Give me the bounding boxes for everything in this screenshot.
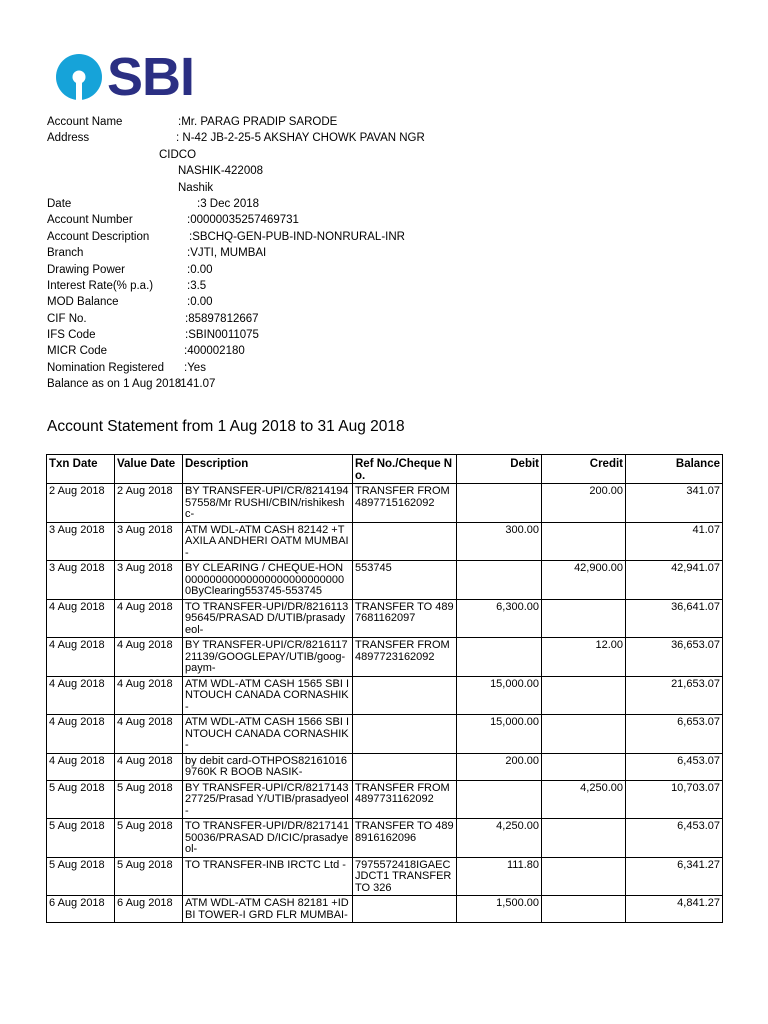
cell-description: ATM WDL-ATM CASH 82142 +TAXILA ANDHERI OATM MUMBAI-: [183, 522, 353, 561]
sbi-keyhole-icon: [55, 53, 103, 101]
cell-value-date: 2 Aug 2018: [115, 484, 183, 523]
cell-value-date: 5 Aug 2018: [115, 780, 183, 819]
cell-txn-date: 4 Aug 2018: [47, 638, 115, 677]
cell-balance: 6,653.07: [626, 715, 723, 754]
statement-title: Account Statement from 1 Aug 2018 to 31 Aug 2018: [47, 418, 405, 435]
cell-debit: 1,500.00: [457, 896, 542, 923]
header-txn-date: Txn Date: [47, 455, 115, 484]
account-info-label: Interest Rate(% p.a.): [47, 279, 154, 292]
account-info-value: CIDCO: [159, 148, 197, 161]
cell-value-date: 4 Aug 2018: [115, 599, 183, 638]
cell-description: BY TRANSFER-UPI/CR/821714327725/Prasad Y/UTIB/prasadyeol-: [183, 780, 353, 819]
account-info-label: Balance as on 1 Aug 2018: [47, 378, 182, 391]
cell-txn-date: 4 Aug 2018: [47, 715, 115, 754]
table-row: [47, 676, 723, 715]
cell-description: ATM WDL-ATM CASH 1565 SBI INTOUCH CANADA CORNASHIK-: [183, 676, 353, 715]
cell-credit: [542, 753, 626, 780]
account-info-value: :0.00: [187, 296, 213, 309]
cell-txn-date: 4 Aug 2018: [47, 753, 115, 780]
cell-credit: [542, 599, 626, 638]
account-info-value: :3 Dec 2018: [197, 197, 260, 210]
cell-value-date: 6 Aug 2018: [115, 896, 183, 923]
cell-debit: 300.00: [457, 522, 542, 561]
cell-ref-no: TRANSFER TO 4898916162096: [353, 819, 457, 858]
cell-ref-no: [353, 715, 457, 754]
account-info-value: :VJTI, MUMBAI: [187, 247, 267, 260]
cell-description: TO TRANSFER-UPI/DR/821611395645/PRASAD D/UTIB/prasadyeol-: [183, 599, 353, 638]
cell-credit: 12.00: [542, 638, 626, 677]
header-credit: Credit: [542, 455, 626, 484]
account-info-value: :Yes: [184, 361, 206, 374]
cell-ref-no: TRANSFER TO 4897681162097: [353, 599, 457, 638]
cell-ref-no: TRANSFER FROM 4897715162092: [353, 484, 457, 523]
account-info-value: NASHIK-422008: [178, 165, 264, 178]
account-info-value: :85897812667: [185, 312, 259, 325]
cell-ref-no: 7975572418IGAECJDCT1 TRANSFER TO 326: [353, 857, 457, 896]
cell-description: TO TRANSFER-UPI/DR/821714150036/PRASAD D/ICIC/prasadyeol-: [183, 819, 353, 858]
cell-debit: [457, 638, 542, 677]
cell-description: ATM WDL-ATM CASH 1566 SBI INTOUCH CANADA CORNASHIK-: [183, 715, 353, 754]
cell-ref-no: TRANSFER FROM 4897723162092: [353, 638, 457, 677]
cell-balance: 10,703.07: [626, 780, 723, 819]
cell-credit: [542, 819, 626, 858]
account-info-label: Branch: [47, 247, 84, 260]
sbi-logo-text: SBI: [107, 47, 195, 107]
account-info-value: Nashik: [178, 181, 214, 194]
cell-value-date: 5 Aug 2018: [115, 819, 183, 858]
cell-txn-date: 3 Aug 2018: [47, 522, 115, 561]
cell-balance: 4,841.27: [626, 896, 723, 923]
account-info-label: CIF No.: [47, 312, 87, 325]
cell-txn-date: 6 Aug 2018: [47, 896, 115, 923]
cell-credit: 200.00: [542, 484, 626, 523]
header-description: Description: [183, 455, 353, 484]
cell-credit: [542, 676, 626, 715]
cell-value-date: 3 Aug 2018: [115, 561, 183, 600]
table-row: [47, 896, 723, 923]
cell-balance: 6,341.27: [626, 857, 723, 896]
cell-balance: 341.07: [626, 484, 723, 523]
cell-credit: [542, 715, 626, 754]
cell-value-date: 4 Aug 2018: [115, 753, 183, 780]
account-info-label: MICR Code: [47, 345, 108, 358]
cell-debit: 15,000.00: [457, 676, 542, 715]
table-row: [47, 819, 723, 858]
cell-txn-date: 5 Aug 2018: [47, 819, 115, 858]
table-row: [47, 522, 723, 561]
account-info-value: :3.5: [187, 279, 207, 292]
account-info-label: Account Number: [47, 214, 133, 227]
cell-credit: [542, 522, 626, 561]
header-balance: Balance: [626, 455, 723, 484]
cell-txn-date: 4 Aug 2018: [47, 676, 115, 715]
cell-txn-date: 2 Aug 2018: [47, 484, 115, 523]
cell-value-date: 4 Aug 2018: [115, 638, 183, 677]
header-debit: Debit: [457, 455, 542, 484]
cell-debit: 4,250.00: [457, 819, 542, 858]
cell-value-date: 4 Aug 2018: [115, 715, 183, 754]
cell-credit: 4,250.00: [542, 780, 626, 819]
cell-ref-no: [353, 753, 457, 780]
cell-txn-date: 5 Aug 2018: [47, 780, 115, 819]
table-row: [47, 857, 723, 896]
table-row: [47, 715, 723, 754]
cell-description: BY CLEARING / CHEQUE-HON 000000000000000000000000000ByClearing553745-553745: [183, 561, 353, 600]
cell-txn-date: 4 Aug 2018: [47, 599, 115, 638]
cell-txn-date: 5 Aug 2018: [47, 857, 115, 896]
transaction-table: [46, 454, 723, 923]
account-info-label: Account Description: [47, 230, 150, 243]
cell-credit: [542, 857, 626, 896]
table-row: [47, 780, 723, 819]
account-info-label: Drawing Power: [47, 263, 125, 276]
account-info-label: Account Name: [47, 116, 123, 128]
cell-txn-date: 3 Aug 2018: [47, 561, 115, 600]
cell-credit: 42,900.00: [542, 561, 626, 600]
cell-ref-no: 553745: [353, 561, 457, 600]
cell-value-date: 4 Aug 2018: [115, 676, 183, 715]
cell-debit: 200.00: [457, 753, 542, 780]
cell-balance: 36,641.07: [626, 599, 723, 638]
account-info-label: Nomination Registered: [47, 361, 164, 374]
account-info-label: IFS Code: [47, 329, 96, 342]
account-info-value: :400002180: [184, 345, 245, 358]
table-row: [47, 484, 723, 523]
cell-description: TO TRANSFER-INB IRCTC Ltd -: [183, 857, 353, 896]
cell-balance: 36,653.07: [626, 638, 723, 677]
sbi-logo: [55, 47, 195, 107]
cell-ref-no: [353, 522, 457, 561]
cell-description: by debit card-OTHPOS821610169760K R BOOB NASIK-: [183, 753, 353, 780]
cell-description: BY TRANSFER-UPI/CR/821611721139/GOOGLEPAY/UTIB/goog-paym-: [183, 638, 353, 677]
account-info-value: : N-42 JB-2-25-5 AKSHAY CHOWK PAVAN NGR: [176, 132, 425, 145]
account-info-label: MOD Balance: [47, 296, 119, 309]
cell-balance: 42,941.07: [626, 561, 723, 600]
cell-balance: 6,453.07: [626, 819, 723, 858]
cell-debit: [457, 561, 542, 600]
cell-debit: [457, 780, 542, 819]
account-info-value: :Mr. PARAG PRADIP SARODE: [178, 116, 338, 128]
cell-credit: [542, 896, 626, 923]
cell-balance: 21,653.07: [626, 676, 723, 715]
cell-debit: 15,000.00: [457, 715, 542, 754]
cell-debit: 111.80: [457, 857, 542, 896]
cell-ref-no: [353, 676, 457, 715]
table-row: [47, 561, 723, 600]
cell-ref-no: TRANSFER FROM 4897731162092: [353, 780, 457, 819]
table-row: [47, 599, 723, 638]
account-info-label: Address: [47, 132, 90, 145]
account-info-label: Date: [47, 197, 72, 210]
table-row: [47, 638, 723, 677]
cell-debit: 6,300.00: [457, 599, 542, 638]
cell-ref-no: [353, 896, 457, 923]
header-ref-no: Ref No./Cheque No.: [353, 455, 457, 484]
cell-value-date: 3 Aug 2018: [115, 522, 183, 561]
cell-value-date: 5 Aug 2018: [115, 857, 183, 896]
account-info-value: :SBCHQ-GEN-PUB-IND-NONRURAL-INR: [189, 230, 405, 243]
account-info-value: :0.00: [187, 263, 213, 276]
table-row: [47, 753, 723, 780]
account-info-value: :SBIN0011075: [185, 329, 259, 342]
account-info-value: :141.07: [177, 378, 216, 391]
account-info-value: :00000035257469731: [187, 214, 299, 227]
header-value-date: Value Date: [115, 455, 183, 484]
cell-description: BY TRANSFER-UPI/CR/821419457558/Mr RUSHI/CBIN/rishikeshc-: [183, 484, 353, 523]
cell-balance: 41.07: [626, 522, 723, 561]
cell-balance: 6,453.07: [626, 753, 723, 780]
cell-debit: [457, 484, 542, 523]
cell-description: ATM WDL-ATM CASH 82181 +IDBI TOWER-I GRD FLR MUMBAI-: [183, 896, 353, 923]
table-header-row: [47, 455, 723, 484]
